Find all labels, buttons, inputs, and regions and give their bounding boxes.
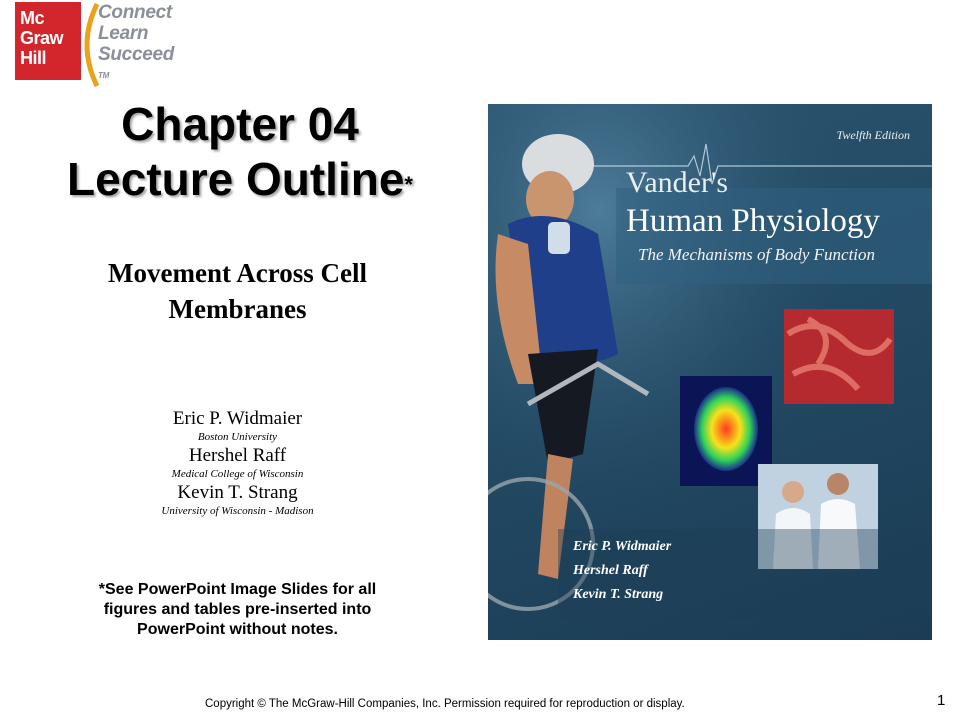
author-institution: Medical College of Wisconsin <box>171 468 304 480</box>
cover-subtitle: The Mechanisms of Body Function <box>638 245 876 264</box>
cover-author: Hershel Raff <box>573 563 648 578</box>
logo-text-graw: Graw <box>20 28 64 48</box>
copyright-notice: Copyright © The McGraw-Hill Companies, Inc. Permission required for reproduction or display. <box>205 698 685 710</box>
cover-title-human-physiology: Human Physiology <box>626 203 880 239</box>
lecture-outline-title <box>0 152 480 206</box>
logo-tagline <box>98 2 174 86</box>
tagline-succeed: Succeed <box>98 44 175 65</box>
trademark: TM <box>98 71 109 80</box>
lecture-outline-text: Lecture Outline <box>67 153 405 205</box>
logo-text-hill: Hill <box>20 48 47 68</box>
note-line-3: PowerPoint without notes. <box>137 621 338 638</box>
author-name: Kevin T. Strang <box>177 482 298 503</box>
chapter-title: Chapter 04 <box>121 98 359 150</box>
logo-red-box <box>15 2 81 80</box>
note-line-2: figures and tables pre-inserted into <box>103 601 372 618</box>
cover-author: Kevin T. Strang <box>573 587 664 602</box>
author-institution: Boston University <box>197 431 278 443</box>
tagline-learn: Learn <box>98 23 149 44</box>
slide-subtitle <box>40 255 435 327</box>
tissue-micrograph <box>784 309 894 404</box>
author-list <box>100 407 375 518</box>
cover-edition: Twelfth Edition <box>836 128 910 142</box>
book-cover-image <box>488 104 932 640</box>
cover-title-vanders: Vander's <box>626 166 729 199</box>
subtitle-line-2: Membranes <box>168 294 307 324</box>
tagline-connect: Connect <box>98 2 172 23</box>
page-number: 1 <box>937 692 946 709</box>
logo-text-mc: Mc <box>20 8 45 28</box>
powerpoint-note <box>40 580 435 640</box>
author-name: Eric P. Widmaier <box>172 408 303 429</box>
cover-author: Eric P. Widmaier <box>573 539 672 554</box>
author-name: Hershel Raff <box>188 445 287 466</box>
note-line-1: *See PowerPoint Image Slides for all <box>98 581 377 598</box>
title-asterisk: * <box>404 172 413 197</box>
author-institution: University of Wisconsin - Madison <box>161 505 314 517</box>
subtitle-line-1: Movement Across Cell <box>108 258 367 288</box>
mcgraw-hill-logo <box>15 2 210 92</box>
